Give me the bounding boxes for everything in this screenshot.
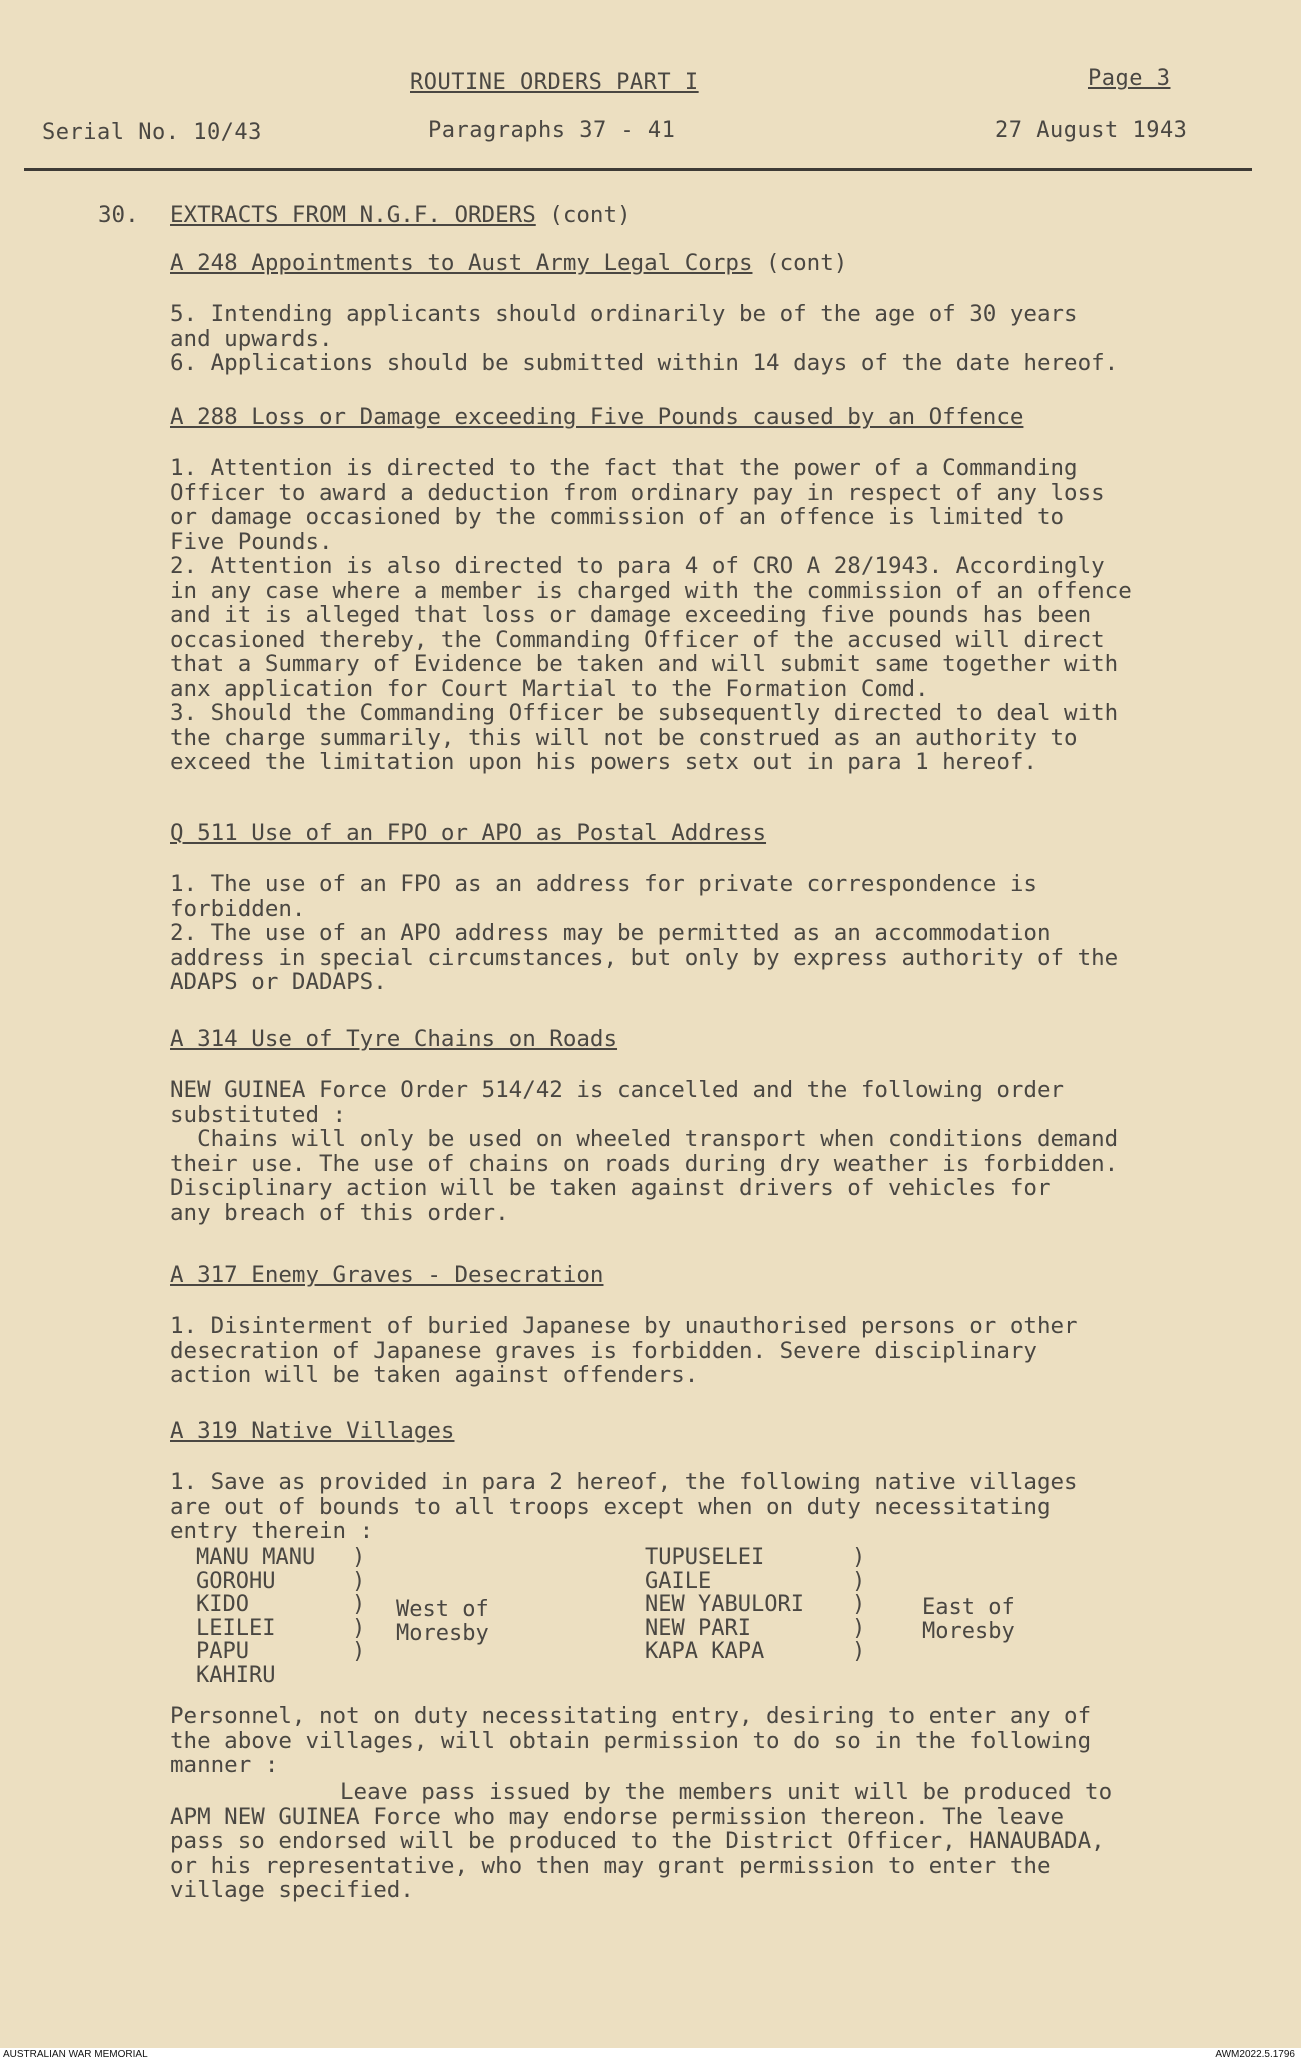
- village-name: KIDO: [196, 1592, 249, 1618]
- section-number: 30.: [98, 202, 139, 228]
- order-a288-heading: [170, 404, 1023, 430]
- west-of-moresby-label: West of Moresby: [396, 1597, 489, 1646]
- archive-credit: AUSTRALIAN WAR MEMORIAL: [3, 2049, 148, 2060]
- header-divider: [24, 168, 1252, 171]
- archive-reference: AWM2022.5.1796: [1215, 2049, 1295, 2060]
- order-a288-heading-text: A 288 Loss or Damage exceeding Five Pounds caused by an Offence: [170, 404, 1024, 430]
- order-q511-heading-text: Q 511 Use of an FPO or APO as Postal Address: [170, 820, 767, 846]
- document-date: 27 August 1943: [995, 118, 1188, 143]
- order-a319-procedure-text: Leave pass issued by the members unit will be produced to APM NEW GUINEA Force who may endorse permission thereon. The leave pass so endorsed will be produced to the District Officer, HANAUBADA, or his representative, who then may grant permission to enter the village specified.: [170, 1779, 1113, 1903]
- village-name: GOROHU: [196, 1568, 276, 1594]
- village-name: KAPA KAPA: [645, 1639, 765, 1665]
- order-q511-heading: [170, 820, 766, 846]
- order-a314-heading: [170, 1026, 617, 1052]
- village-name: MANU MANU: [196, 1545, 316, 1570]
- section-title-text: EXTRACTS FROM N.G.F. ORDERS: [170, 202, 536, 228]
- order-a317-heading-text: A 317 Enemy Graves - Desecration: [170, 1262, 604, 1288]
- west-bracket: ) ) ) ) ): [352, 1545, 366, 1665]
- section-title-suffix: (cont): [535, 202, 631, 228]
- village-name: NEW YABULORI: [645, 1592, 804, 1618]
- village-name: NEW PARI: [645, 1615, 751, 1641]
- paragraph-range: Paragraphs 37 - 41: [428, 118, 676, 143]
- archive-footer: [0, 2048, 1301, 2061]
- order-a288-body: 1. Attention is directed to the fact that the power of a Commanding Officer to award a deduction from ordinary pay in respect of any loss or damage occasioned by the commission of an offence is limited to Five Pounds. 2. Attention is also directed to para 4 of CRO A 28/1943. Accordingly in any case where a member is charged with the commission of an offence and it is alleged that loss or damage exceeding five pounds has been occasioned thereby, the Commanding Officer of the accused will direct that a Summary of Evidence be taken and will submit same together with anx application for Court Martial to the Formation Comd. 3. Should the Commanding Officer be subsequently directed to deal with the charge summarily, this will not be construed as an authority to exceed the limitation upon his powers setx out in para 1 hereof.: [170, 455, 1132, 775]
- village-name: KAHIRU: [196, 1662, 276, 1688]
- order-a248-body: 5. Intending applicants should ordinarily be of the age of 30 years and upwards. 6. Applications should be submitted within 14 days of the date hereof.: [170, 301, 1119, 376]
- order-a314-heading-text: A 314 Use of Tyre Chains on Roads: [170, 1026, 618, 1052]
- east-of-moresby-label: East of Moresby: [922, 1595, 1015, 1644]
- order-a248-heading-suffix: (cont): [752, 250, 848, 276]
- order-a319-heading-text: A 319 Native Villages: [170, 1418, 455, 1444]
- serial-number: Serial No. 10/43: [42, 120, 262, 145]
- west-villages-list: [196, 1546, 315, 1688]
- order-a319-intro: 1. Save as provided in para 2 hereof, the following native villages are out of bounds to all troops except when on duty necessitating entry therein :: [170, 1469, 1078, 1544]
- order-a314-body: NEW GUINEA Force Order 514/42 is cancelled and the following order substituted : Chains will only be used on wheeled transport when conditions demand their use. The use of chains on roads during dry weather is forbidden. Disciplinary action will be taken against drivers of vehicles for any breach of this order.: [170, 1077, 1119, 1226]
- order-a319-after: Personnel, not on duty necessitating entry, desiring to enter any of the above villages, will obtain permission to do so in the following manner :: [170, 1703, 1092, 1778]
- order-a319-procedure: [170, 1780, 1260, 1903]
- document-title: ROUTINE ORDERS PART I: [410, 70, 699, 95]
- section-title: [170, 202, 631, 228]
- order-a319-heading: [170, 1418, 454, 1444]
- order-a248-heading-text: A 248 Appointments to Aust Army Legal Corps: [170, 250, 753, 276]
- east-villages-list: [645, 1546, 804, 1664]
- village-name: GAILE: [645, 1568, 712, 1594]
- east-bracket: ) ) ) ) ): [852, 1545, 866, 1665]
- village-name: LEILEI: [196, 1615, 276, 1641]
- village-name: TUPUSELEI: [645, 1545, 765, 1570]
- order-a317-body: 1. Disinterment of buried Japanese by unauthorised persons or other desecration of Japanese graves is forbidden. Severe disciplinary action will be taken against offenders.: [170, 1313, 1078, 1388]
- order-q511-body: 1. The use of an FPO as an address for private correspondence is forbidden. 2. The use of an APO address may be permitted as an accommodation address in special circumstances, but only by express authority of the ADAPS or DADAPS.: [170, 871, 1119, 995]
- order-a317-heading: [170, 1262, 603, 1288]
- page-number: Page 3: [1088, 66, 1171, 91]
- order-a248-heading: [170, 250, 847, 276]
- village-name: PAPU: [196, 1639, 249, 1665]
